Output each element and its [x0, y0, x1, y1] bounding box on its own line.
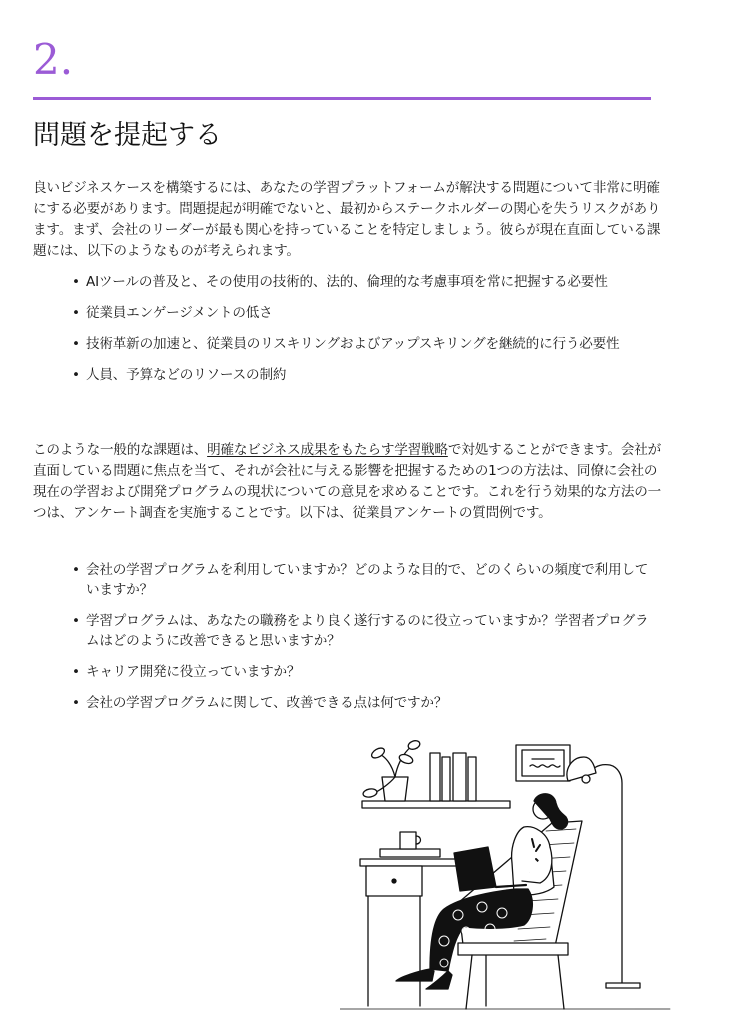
section-number: 2. [33, 35, 74, 84]
accent-divider [33, 97, 651, 100]
list-item: • 従業員エンゲージメントの低さ [72, 303, 652, 323]
strategy-link[interactable]: 明確なビジネス成果をもたらす学習戦略 [207, 442, 448, 458]
strategy-paragraph [33, 440, 663, 524]
woman-with-laptop-illustration [340, 735, 680, 1015]
list-item: • 会社の学習プログラムに関して、改善できる点は何ですか？ [72, 693, 652, 713]
list-item: • 会社の学習プログラムを利用していますか？どのような目的で、どのくらいの頻度で利用していますか？ [72, 560, 652, 600]
page-title: 問題を提起する [33, 120, 222, 151]
list-item: • 技術革新の加速と、従業員のリスキリングおよびアップスキリングを継続的に行う必要性 [72, 334, 652, 354]
list-item: • 人員、予算などのリソースの制約 [72, 365, 652, 385]
paragraph-text: で対処することができます。会社が直面している問題に焦点を当て、それが会社に与える影響を把握するための1つの方法は、同僚に会社の現在の学習および開発プログラムの現状についての意見を求めることです。これを行う効果的な方法の一つは、アンケート調査を実施することです。以下は、従業員アンケートの質問例です。 [33, 442, 662, 521]
question-list [72, 560, 652, 724]
intro-paragraph: 良いビジネスケースを構築するには、あなたの学習プラットフォームが解決する問題について非常に明確にする必要があります。問題提起が明確でないと、最初からステークホルダーの関心を失うリスクがあります。まず、会社のリーダーが最も関心を持っていることを特定しましょう。彼らが現在直面している課題には、以下のようなものが考えられます。 [33, 180, 661, 259]
list-item: • AIツールの普及と、その使用の技術的、法的、倫理的な考慮事項を常に把握する必要性 [72, 272, 652, 292]
list-item: • キャリア開発に役立っていますか？ [72, 662, 652, 682]
list-item: • 学習プログラムは、あなたの職務をより良く遂行するのに役立っていますか？学習者プログラムはどのように改善できると思いますか？ [72, 611, 652, 651]
paragraph-text: このような一般的な課題は、 [33, 442, 208, 458]
challenge-list [72, 272, 652, 396]
